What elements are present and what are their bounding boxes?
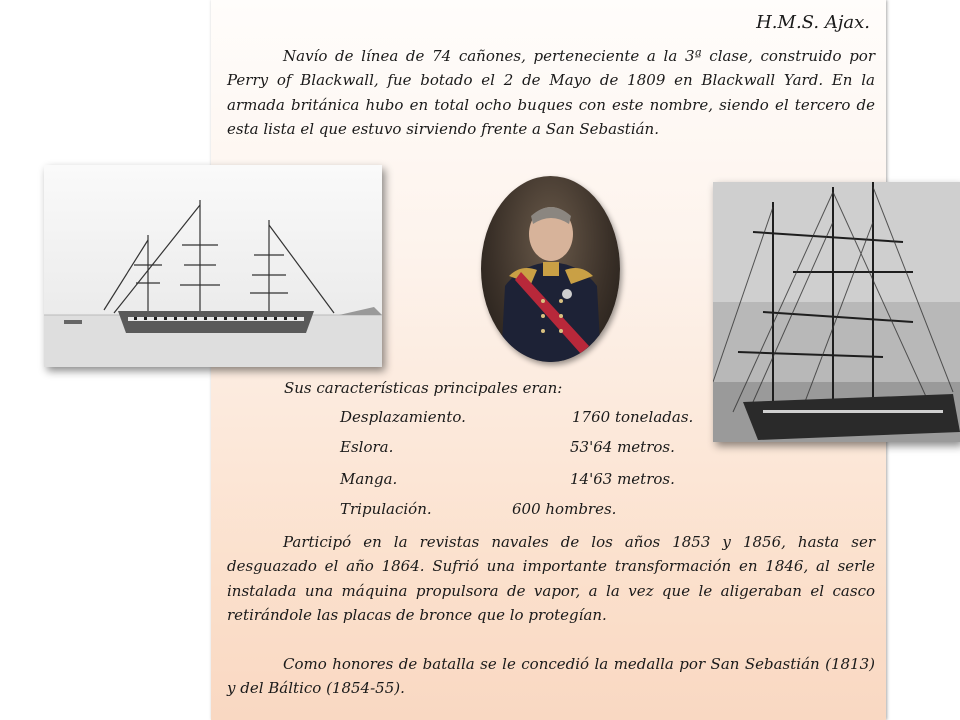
honors-text: Como honores de batalla se le concedió la medalla por San Sebastián (1813) y del Báltico (1854-55). — [227, 655, 875, 698]
spec-value-beam: 14'63 metros. — [570, 470, 675, 488]
history-paragraph — [227, 530, 875, 628]
admiral-portrait — [481, 176, 620, 362]
intro-text: Navío de línea de 74 cañones, perteneciente a la 3ª clase, construido por Perry of Blackwall, fue botado el 2 de Mayo de 1809 en Blackwall Yard. En la armada británica hubo en total ocho buques con este nombre, siendo el tercero de esta lista el que estuvo sirviendo frente a San Sebastián. — [227, 47, 875, 139]
spec-label-crew: Tripulación. — [340, 500, 432, 518]
ship-illustration — [44, 165, 382, 367]
spec-value-displacement: 1760 toneladas. — [572, 408, 694, 426]
intro-paragraph — [227, 44, 875, 142]
portrait-figure — [481, 176, 620, 362]
ship-photo-left — [44, 165, 382, 367]
history-text: Participó en la revistas navales de los años 1853 y 1856, hasta ser desguazado el año 1864. Sufrió una importante transformación en 1846, al serle instalada una máquina propulsora de vapor, a la vez que le aligeraban el casco retirándole las placas de bronce que lo protegían. — [227, 533, 875, 625]
spec-value-length: 53'64 metros. — [570, 438, 675, 456]
spec-label-beam: Manga. — [340, 470, 398, 488]
spec-value-crew: 600 hombres. — [512, 500, 617, 518]
spec-label-length: Eslora. — [340, 438, 394, 456]
ship-rigging-illustration — [713, 182, 960, 442]
specs-heading: Sus características principales eran: — [284, 379, 563, 397]
honors-paragraph — [227, 652, 875, 701]
page-title: H.M.S. Ajax. — [756, 12, 870, 33]
spec-label-displacement: Desplazamiento. — [340, 408, 466, 426]
ship-photo-right — [713, 182, 960, 442]
